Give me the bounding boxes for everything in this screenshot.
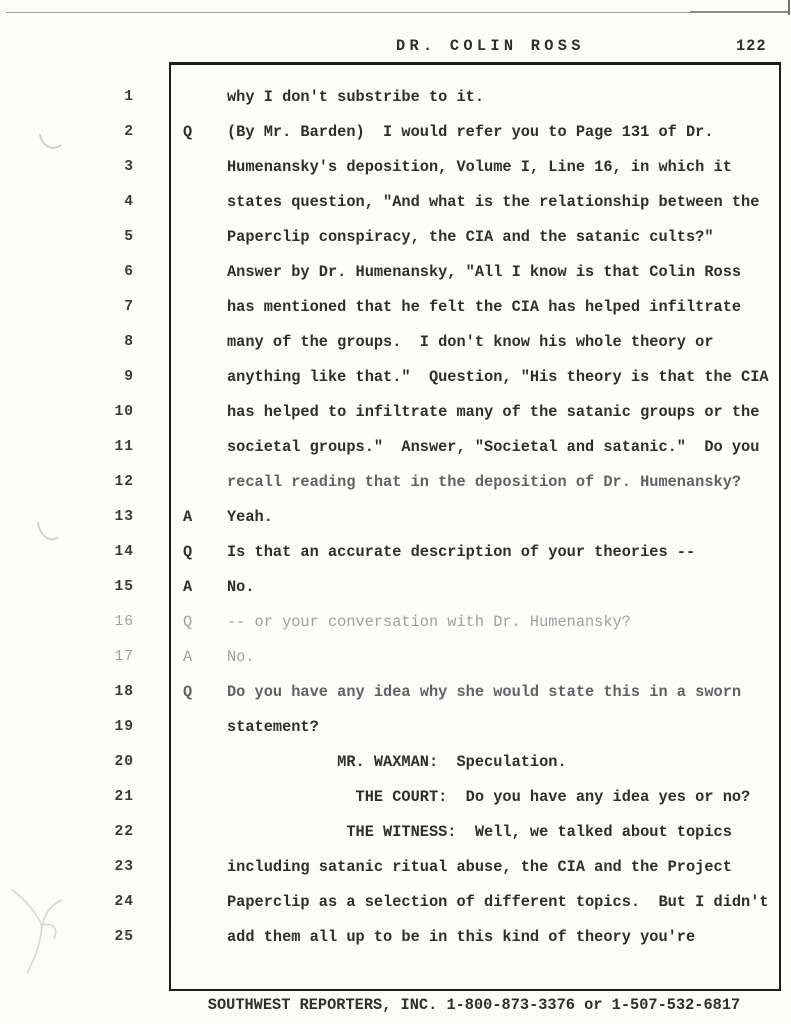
line-text: THE COURT: Do you have any idea yes or no? <box>227 788 751 806</box>
line-number: 15 <box>114 579 134 595</box>
line-number: 22 <box>114 824 134 840</box>
line-text: states question, "And what is the relationship between the <box>227 193 760 211</box>
line-text: add them all up to be in this kind of theory you're <box>227 928 696 946</box>
line-number: 2 <box>124 124 134 140</box>
transcript-line <box>0 226 791 261</box>
line-number: 3 <box>124 159 134 175</box>
line-text: (By Mr. Barden) I would refer you to Page 131 of Dr. <box>227 123 714 141</box>
transcript-line <box>0 121 791 156</box>
line-text: many of the groups. I don't know his whole theory or <box>227 333 714 351</box>
transcript-line <box>0 926 791 961</box>
line-text: Paperclip conspiracy, the CIA and the satanic cults?" <box>227 228 714 246</box>
line-number: 11 <box>114 439 134 455</box>
speaker-marker: A <box>183 508 193 526</box>
line-number: 18 <box>114 684 134 700</box>
transcript-line <box>0 821 791 856</box>
line-text: statement? <box>227 718 319 736</box>
line-text: No. <box>227 578 255 596</box>
line-number: 6 <box>124 264 134 280</box>
line-number: 21 <box>114 789 134 805</box>
transcript-line <box>0 261 791 296</box>
page-number: 122 <box>736 37 767 55</box>
speaker-marker: Q <box>183 543 193 561</box>
line-text: has mentioned that he felt the CIA has helped infiltrate <box>227 298 742 316</box>
transcript-line <box>0 751 791 786</box>
line-text: has helped to infiltrate many of the satanic groups or the <box>227 403 760 421</box>
line-number: 25 <box>114 929 134 945</box>
line-number: 19 <box>114 719 134 735</box>
transcript-line <box>0 716 791 751</box>
transcript-lines <box>0 86 791 961</box>
transcript-line <box>0 366 791 401</box>
line-number: 14 <box>114 544 134 560</box>
line-text: Do you have any idea why she would state this in a sworn <box>227 683 742 701</box>
speaker-marker: A <box>183 648 193 666</box>
line-number: 8 <box>124 334 134 350</box>
line-text: Is that an accurate description of your theories -- <box>227 543 696 561</box>
transcript-line <box>0 506 791 541</box>
line-text: Paperclip as a selection of different topics. But I didn't <box>227 893 769 911</box>
line-text: societal groups." Answer, "Societal and satanic." Do you <box>227 438 760 456</box>
line-text: No. <box>227 648 255 666</box>
line-text: -- or your conversation with Dr. Humenansky? <box>227 613 631 631</box>
transcript-line <box>0 681 791 716</box>
line-number: 4 <box>124 194 134 210</box>
line-text: why I don't substribe to it. <box>227 88 485 106</box>
speaker-marker: Q <box>183 613 193 631</box>
transcript-line <box>0 856 791 891</box>
line-number: 24 <box>114 894 134 910</box>
transcript-line <box>0 891 791 926</box>
transcript-line <box>0 541 791 576</box>
transcript-line <box>0 611 791 646</box>
scan-edge-line-dark-segment <box>690 11 790 13</box>
line-number: 23 <box>114 859 134 875</box>
line-number: 9 <box>124 369 134 385</box>
line-text: Answer by Dr. Humenansky, "All I know is that Colin Ross <box>227 263 742 281</box>
line-text: Humenansky's deposition, Volume I, Line 16, in which it <box>227 158 732 176</box>
page-header-title: DR. COLIN ROSS <box>396 37 585 55</box>
transcript-line <box>0 156 791 191</box>
line-number: 20 <box>114 754 134 770</box>
line-text: Yeah. <box>227 508 273 526</box>
line-text: anything like that." Question, "His theory is that the CIA <box>227 368 769 386</box>
line-number: 10 <box>114 404 134 420</box>
scan-edge-tick <box>788 0 790 15</box>
speaker-marker: Q <box>183 683 193 701</box>
transcript-line <box>0 646 791 681</box>
line-text: including satanic ritual abuse, the CIA and the Project <box>227 858 732 876</box>
speaker-marker: Q <box>183 123 193 141</box>
line-number: 13 <box>114 509 134 525</box>
transcript-line <box>0 296 791 331</box>
transcript-line <box>0 191 791 226</box>
line-number: 17 <box>114 649 134 665</box>
line-number: 7 <box>124 299 134 315</box>
line-number: 16 <box>114 614 134 630</box>
transcript-line <box>0 86 791 121</box>
transcript-line <box>0 331 791 366</box>
transcript-line <box>0 436 791 471</box>
scan-edge-line <box>6 12 789 13</box>
line-text: recall reading that in the deposition of Dr. Humenansky? <box>227 473 742 491</box>
transcript-line <box>0 471 791 506</box>
transcript-line <box>0 786 791 821</box>
transcript-line <box>0 576 791 611</box>
transcript-line <box>0 401 791 436</box>
reporter-footer: SOUTHWEST REPORTERS, INC. 1-800-873-3376 or 1-507-532-6817 <box>207 996 741 1014</box>
line-number: 5 <box>124 229 134 245</box>
line-number: 12 <box>114 474 134 490</box>
speaker-marker: A <box>183 578 193 596</box>
line-number: 1 <box>124 89 134 105</box>
line-text: MR. WAXMAN: Speculation. <box>227 753 567 771</box>
line-text: THE WITNESS: Well, we talked about topics <box>227 823 732 841</box>
